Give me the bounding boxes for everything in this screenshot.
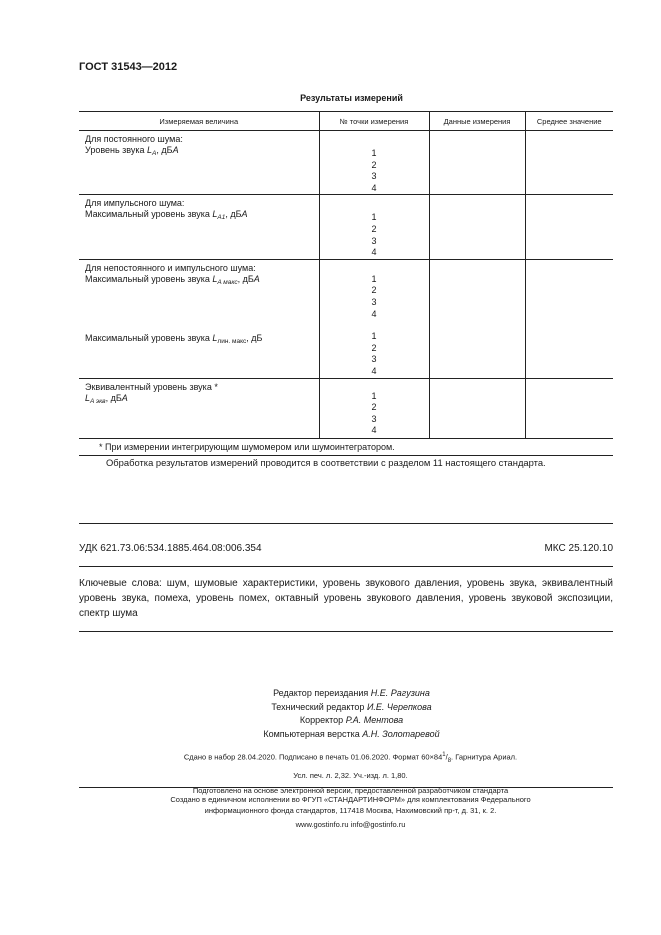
point-number: 1 (371, 212, 377, 223)
standard-header: ГОСТ 31543—2012 (79, 61, 178, 73)
print-line: Усл. печ. л. 2,32. Уч.-изд. л. 1,80. (293, 771, 408, 780)
points-cell (319, 131, 429, 195)
quantity-label: Максимальный уровень звука $L_{лин. макс}$, дБ (85, 332, 263, 345)
data-cell (429, 259, 525, 378)
publisher-info (20, 794, 661, 830)
point-number: 3 (371, 413, 377, 424)
print-line: Подготовлено на основе электронной версии, предоставленной разработчиком стандарта (192, 786, 509, 795)
credit-line: Компьютерная верстка А.Н. Золотаревой (263, 728, 440, 739)
credit-line: Технический редактор И.Е. Черепкова (271, 701, 432, 712)
group-caption: Для постоянного шума: (85, 134, 183, 144)
divider (79, 631, 613, 632)
points-cell (319, 378, 429, 438)
mean-cell (525, 378, 613, 438)
table-header-row (79, 112, 613, 131)
keywords: Ключевые слова: шум, шумовые характеристики, уровень звукового давления, уровень звука, эквивалентный уровень звука, помеха, уровень помех, октавный уровень звукового давления, уровень звуковой экспозиции, спектр шума (79, 578, 613, 619)
processing-note: Обработка результатов измерений проводится в соответствии с разделом 11 настоящего стандарта. (106, 457, 546, 468)
point-number: 1 (371, 390, 377, 401)
data-cell (429, 378, 525, 438)
quantity-cell (79, 259, 319, 378)
table-row (79, 131, 613, 195)
print-info (20, 750, 661, 796)
points-cell (319, 259, 429, 378)
point-number: 4 (371, 425, 377, 436)
divider (79, 523, 613, 524)
table-row (79, 259, 613, 378)
point-number: 1 (371, 148, 377, 158)
table-footnote: * При измерении интегрирующим шумомером или шумоинтегратором. (79, 438, 613, 455)
quantity-label: $L_{A экв}$, дБA (85, 392, 128, 405)
group-caption: Для непостоянного и импульсного шума: (85, 262, 256, 273)
point-number: 2 (371, 402, 377, 413)
point-number: 1 (371, 331, 377, 342)
table-row (79, 378, 613, 438)
group-caption: Для импульсного шума: (85, 198, 185, 209)
point-number: 3 (371, 235, 377, 246)
data-cell (429, 195, 525, 259)
publisher-line: Создано в единичном исполнении во ФГУП «СТАНДАРТИНФОРМ» для комплектования Федерального (170, 795, 531, 804)
point-number: 4 (371, 247, 377, 258)
credit-line: Корректор Р.А. Ментова (299, 715, 404, 725)
udk-code: УДК 621.73.06:534.1885.464.08:006.354 (79, 543, 262, 554)
column-header: Среднее значение (525, 112, 613, 131)
point-number: 4 (371, 308, 377, 319)
credits-block (0, 687, 661, 741)
group-caption: Эквивалентный уровень звука * (85, 381, 218, 392)
quantity-cell (79, 378, 319, 438)
column-header: № точки измерения (319, 112, 429, 131)
results-table (79, 111, 613, 456)
point-number: 2 (371, 285, 377, 296)
point-number: 3 (371, 296, 377, 307)
table-row (79, 195, 613, 259)
mean-cell (525, 259, 613, 378)
mks-code: МКС 25.120.10 (544, 543, 613, 554)
mean-cell (525, 131, 613, 195)
quantity-cell (79, 131, 319, 195)
divider (79, 787, 613, 788)
table-title: Результаты измерений (300, 93, 403, 103)
publisher-line: информационного фонда стандартов, 117418 Москва, Нахимовский пр-т, д. 31, к. 2. (204, 806, 497, 815)
point-number: 2 (371, 159, 377, 170)
column-header: Данные измерения (429, 112, 525, 131)
quantity-label: Максимальный уровень звука $L_{A макс}$, дБA (85, 273, 260, 286)
point-number: 3 (371, 171, 377, 182)
data-cell (429, 131, 525, 195)
point-number: 4 (371, 365, 377, 376)
publisher-line: www.gostinfo.ru info@gostinfo.ru (295, 820, 406, 829)
point-number: 2 (371, 223, 377, 234)
point-number: 4 (371, 182, 377, 193)
mean-cell (525, 195, 613, 259)
quantity-label: Максимальный уровень звука $L_{A1}$, дБA (85, 209, 248, 222)
quantity-cell (79, 195, 319, 259)
points-cell (319, 195, 429, 259)
column-header: Измеряемая величина (79, 112, 319, 131)
table-footnote-row (79, 438, 613, 455)
point-number: 1 (371, 273, 377, 284)
divider (79, 566, 613, 567)
point-number: 2 (371, 342, 377, 353)
point-number: 3 (371, 354, 377, 365)
credit-line: Редактор переиздания Н.Е. Рагузина (273, 688, 430, 698)
quantity-label: Уровень звука $L_A$, дБA (85, 145, 179, 157)
print-line: Сдано в набор 28.04.2020. Подписано в печать 01.06.2020. Формат $60\times 84^1/_8$. Гарнитура Ариал. (183, 752, 518, 764)
